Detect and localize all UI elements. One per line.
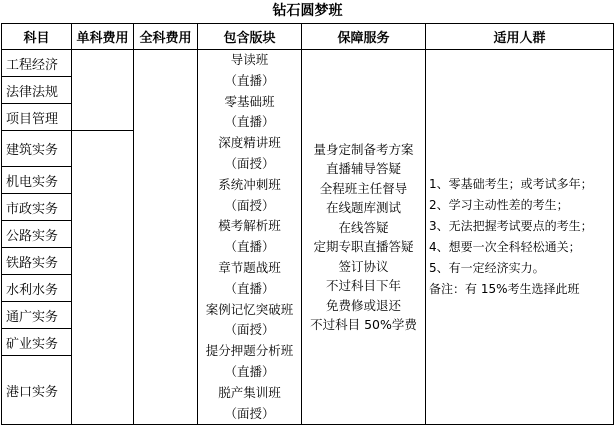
module-line: 深度精讲班 <box>218 135 281 151</box>
module-line: （直播） <box>224 280 275 296</box>
module-line: 零基础班 <box>224 93 275 109</box>
audience-line: 4、想要一次全科轻松通关； <box>429 240 581 255</box>
subject-cell: 建筑实务 <box>2 131 72 167</box>
service-line: 免费修或退还 <box>325 297 401 313</box>
service-line: 不过科目下年 <box>325 278 401 294</box>
module-line: （直播） <box>224 72 275 88</box>
subject-cell: 市政实务 <box>2 194 72 221</box>
header-services: 保障服务 <box>302 24 426 50</box>
service-line: 在线题库测试 <box>325 200 401 216</box>
service-line: 直播辅导答疑 <box>325 161 401 177</box>
module-line: （直播） <box>224 239 275 255</box>
page-title: 钻石圆梦班 <box>272 3 343 19</box>
subject-cell: 水利水务 <box>2 275 72 302</box>
single-fee-cell-group2 <box>72 131 134 425</box>
subject-cell: 法律法规 <box>2 77 72 104</box>
subject-cell: 机电实务 <box>2 167 72 194</box>
module-line: （面授） <box>224 405 275 421</box>
service-line: 定期专职直播答疑 <box>313 239 414 255</box>
service-line: 在线答疑 <box>338 219 389 235</box>
subject-cell: 港口实务 <box>2 356 72 425</box>
module-line: 系统冲刺班 <box>218 176 281 192</box>
service-line: 量身定制备考方案 <box>313 141 414 157</box>
table-header-row <box>2 24 614 50</box>
course-table <box>1 23 614 425</box>
service-line: 全程班主任督导 <box>319 180 408 196</box>
audience-note: 备注：有 15%考生选择此班 <box>429 282 580 297</box>
module-line: （面授） <box>224 197 275 213</box>
full-fee-cell <box>134 50 198 425</box>
header-audience: 适用人群 <box>426 24 614 50</box>
service-line: 不过科目 50%学费 <box>310 317 417 333</box>
audience-cell <box>426 50 614 425</box>
table-row <box>2 50 614 77</box>
module-line: 模考解析班 <box>218 218 281 234</box>
module-line: （面授） <box>224 322 275 338</box>
module-line: 章节题战班 <box>218 259 281 275</box>
audience-line: 1、零基础考生；或考试多年； <box>429 177 593 192</box>
service-line: 签订协议 <box>338 258 389 274</box>
module-line: （直播） <box>224 363 275 379</box>
subject-cell: 通广实务 <box>2 302 72 329</box>
audience-line: 5、有一定经济实力。 <box>429 261 545 276</box>
module-line: 脱产集训班 <box>218 384 281 400</box>
header-subject: 科目 <box>2 24 72 50</box>
subject-cell: 矿业实务 <box>2 329 72 356</box>
modules-cell <box>198 50 302 425</box>
header-full-fee: 全科费用 <box>134 24 198 50</box>
services-cell <box>302 50 426 425</box>
subject-cell: 工程经济 <box>2 50 72 77</box>
audience-line: 2、学习主动性差的考生； <box>429 198 569 213</box>
subject-cell: 公路实务 <box>2 221 72 248</box>
module-line: 案例记忆突破班 <box>205 301 294 317</box>
header-modules: 包含版块 <box>198 24 302 50</box>
subject-cell: 铁路实务 <box>2 248 72 275</box>
subject-cell: 项目管理 <box>2 104 72 131</box>
header-single-fee: 单科费用 <box>72 24 134 50</box>
module-line: （面授） <box>224 155 275 171</box>
single-fee-cell-group1 <box>72 50 134 131</box>
audience-line: 3、无法把握考试要点的考生； <box>429 219 593 234</box>
module-line: 提分押题分析班 <box>205 343 294 359</box>
module-line: （直播） <box>224 114 275 130</box>
module-line: 导读班 <box>230 52 269 67</box>
